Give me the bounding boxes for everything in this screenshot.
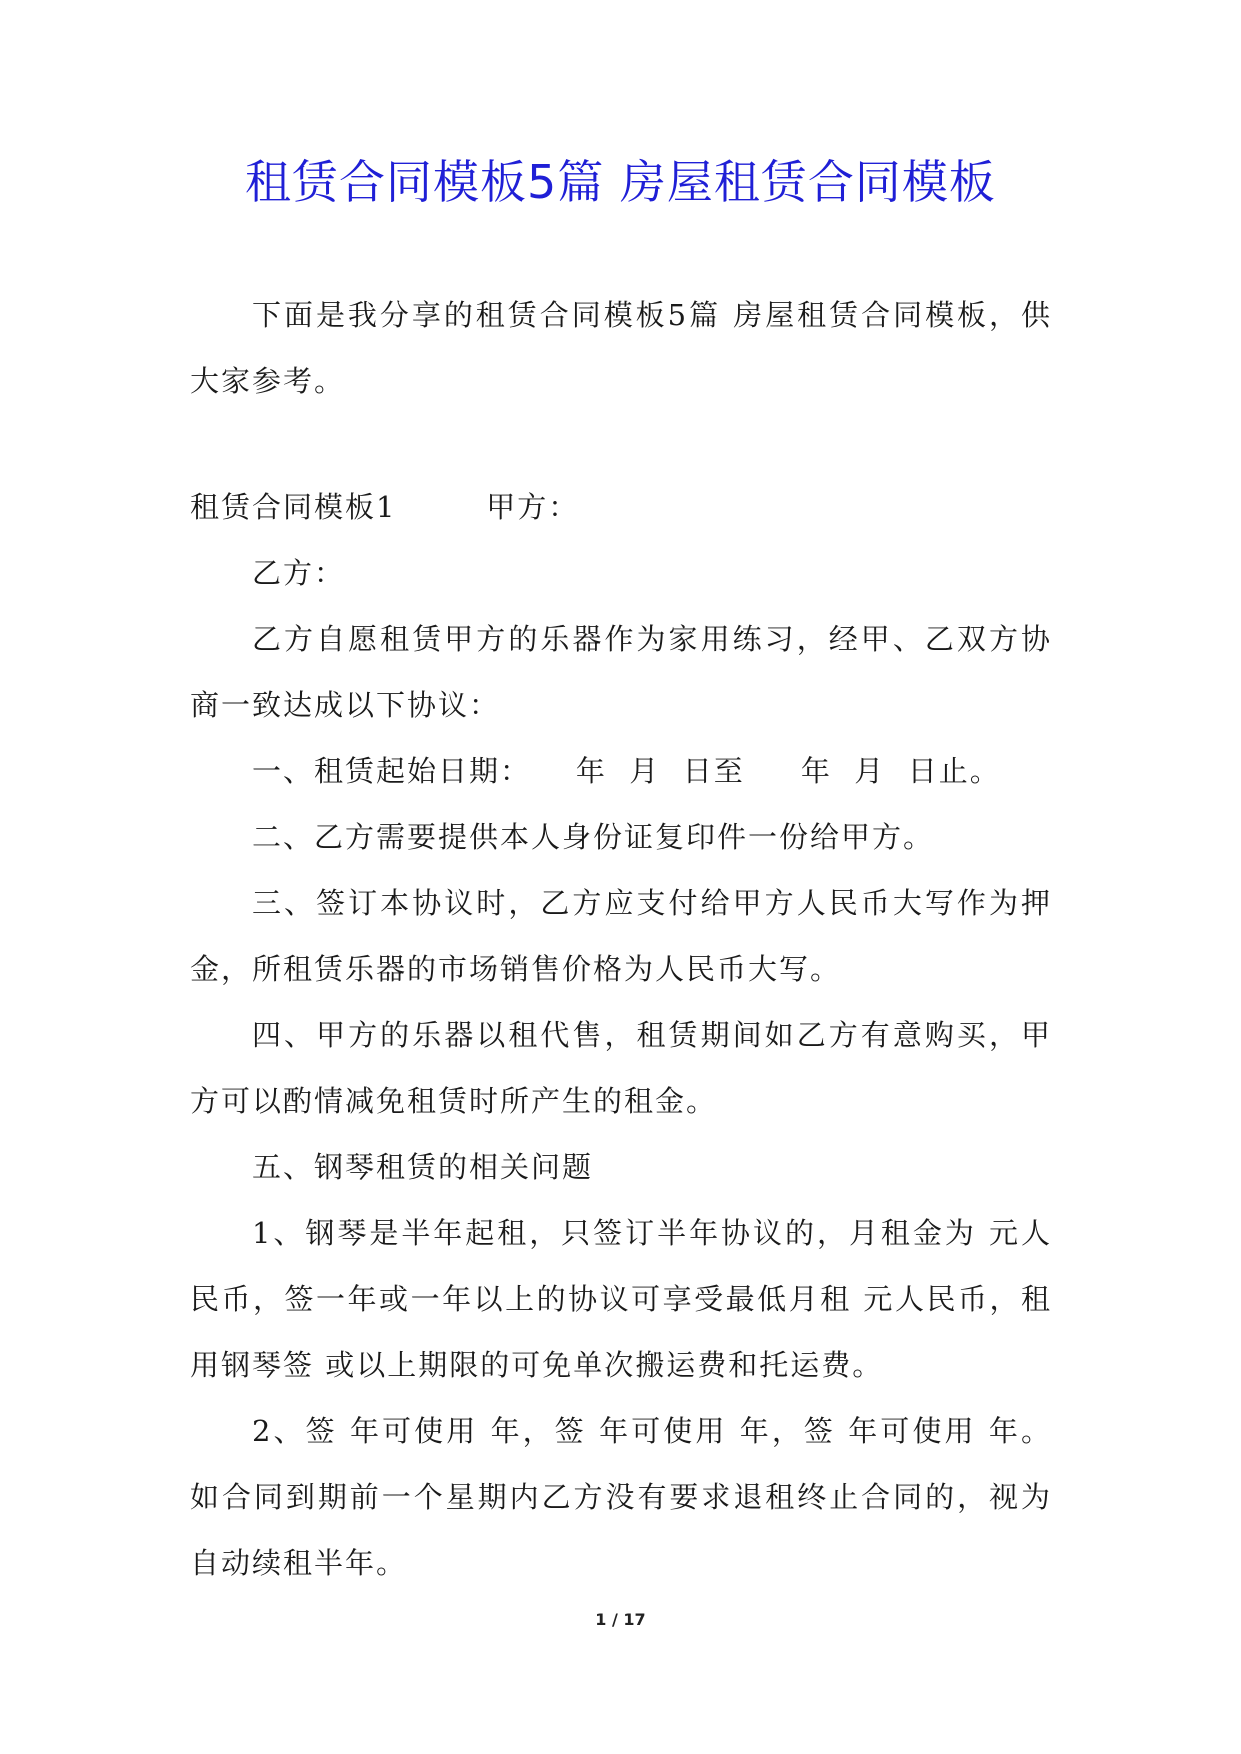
paragraph-party-b: 乙方： — [252, 556, 346, 590]
clause-1: 一、租赁起始日期： 年 月 日至 年 月 日止。 — [252, 754, 1001, 788]
clause-5-item-1: 1、钢琴是半年起租，只签订半年协议的，月租金为 元人民币，签一年或一年以上的协议可享受最低月租 元人民币，租用钢琴签 或以上期限的可免单次搬运费和托运费。 — [190, 1216, 1052, 1382]
section-heading: 租赁合同模板1 甲方： — [190, 490, 580, 524]
clause-3: 三、签订本协议时，乙方应支付给甲方人民币大写作为押金，所租赁乐器的市场销售价格为人民币大写。 — [190, 886, 1052, 986]
intro-paragraph: 下面是我分享的租赁合同模板5篇 房屋租赁合同模板，供大家参考。 — [190, 298, 1052, 398]
clause-5: 五、钢琴租赁的相关问题 — [252, 1150, 594, 1184]
paragraph-agreement: 乙方自愿租赁甲方的乐器作为家用练习，经甲、乙双方协商一致达成以下协议： — [190, 622, 1052, 722]
clause-5-item-2: 2、签 年可使用 年，签 年可使用 年，签 年可使用 年。如合同到期前一个星期内乙方没有要求退租终止合同的，视为自动续租半年。 — [190, 1414, 1052, 1580]
clause-2: 二、乙方需要提供本人身份证复印件一份给甲方。 — [252, 820, 935, 854]
page-number: 1 / 17 — [595, 1610, 646, 1629]
page-title: 租赁合同模板5篇 房屋租赁合同模板 — [245, 155, 996, 209]
document-body — [190, 282, 1052, 1596]
clause-4: 四、甲方的乐器以租代售，租赁期间如乙方有意购买，甲方可以酌情减免租赁时所产生的租金。 — [190, 1018, 1052, 1118]
